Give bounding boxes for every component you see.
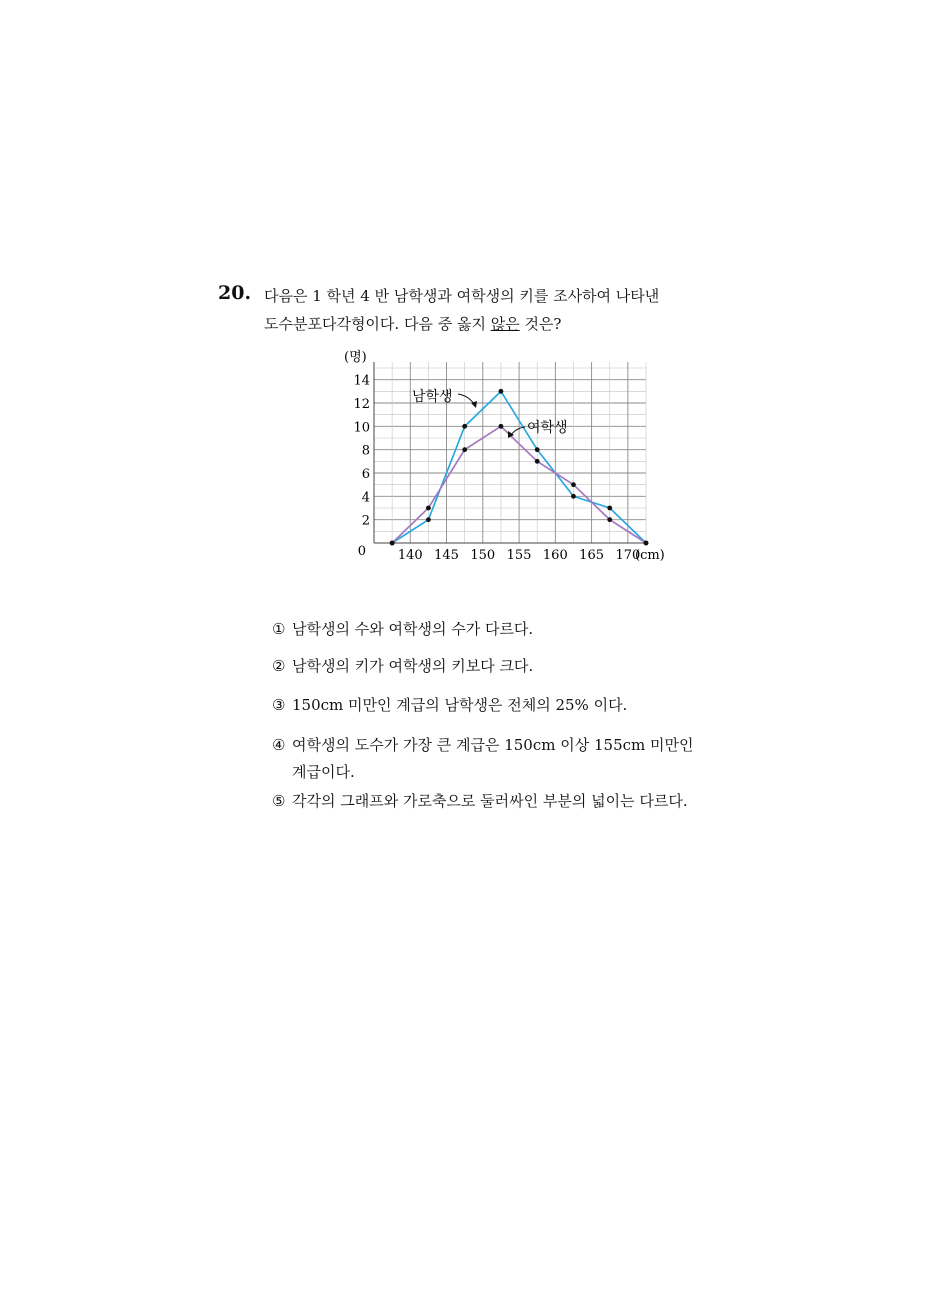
x-axis-label: (cm) [635,548,665,563]
option-text: 각각의 그래프와 가로축으로 둘러싸인 부분의 넓이는 다르다. [292,792,688,810]
x-tick-label: 170 [615,548,641,563]
y-tick-label: 0 [357,544,366,559]
data-point [426,517,431,522]
option-5[interactable] [272,790,688,811]
option-mark: ② [272,657,286,675]
x-axis-ticks [398,548,640,563]
option-text: 남학생의 키가 여학생의 키보다 크다. [292,657,534,675]
data-point [462,447,467,452]
option-text: 남학생의 수와 여학생의 수가 다르다. [292,620,534,638]
question-text-line1: 다음은 1 학년 4 반 남학생과 여학생의 키를 조사하여 나타낸 [264,287,660,305]
data-point [607,517,612,522]
option-text: 150cm 미만인 계급의 남학생은 전체의 25% 이다. [292,696,628,714]
data-point [462,424,467,429]
data-point [571,494,576,499]
underlined-word: 않은 [490,315,520,333]
option-mark: ③ [272,696,286,714]
question-text-part: 것은? [519,315,562,333]
option-2[interactable] [272,655,533,676]
frequency-polygon-chart [330,340,670,575]
option-mark: ① [272,620,286,638]
question-text-part: 도수분포다각형이다. 다음 중 옳지 [264,315,491,333]
y-axis-label: (명) [344,350,367,365]
y-tick-label: 12 [353,397,370,412]
x-tick-label: 140 [397,548,423,563]
question-text-line2 [264,313,561,334]
x-tick-label: 155 [506,548,532,563]
y-tick-label: 4 [361,490,370,506]
option-3[interactable] [272,694,627,715]
data-point [499,389,504,394]
option-4[interactable] [272,734,693,755]
x-tick-label: 150 [470,548,496,563]
y-tick-label: 14 [353,373,370,389]
y-tick-label: 8 [361,443,370,459]
series-label-girls: 여학생 [527,420,568,436]
series-labels [412,388,568,438]
data-point [571,482,576,487]
y-tick-label: 10 [353,420,370,436]
data-point [499,424,504,429]
series-label-boys: 남학생 [412,389,453,405]
x-tick-label: 145 [434,548,459,563]
option-mark: ④ [272,736,286,754]
leader-arrowhead [471,401,477,408]
option-mark: ⑤ [272,792,286,810]
data-point [535,459,540,464]
data-point [607,506,612,511]
question-number: 20. [218,282,252,304]
option-4-continuation: 계급이다. [292,763,355,781]
option-text: 여학생의 도수가 가장 큰 계급은 150cm 이상 155cm 미만인 [292,736,694,754]
data-point [426,506,431,511]
y-axis-ticks [353,374,370,559]
x-tick-label: 165 [579,548,605,563]
data-point [644,541,649,546]
y-tick-label: 6 [361,467,370,482]
data-point [390,541,395,546]
y-tick-label: 2 [361,513,370,529]
option-1[interactable] [272,618,533,639]
x-tick-label: 160 [542,548,568,563]
data-point [535,447,540,452]
